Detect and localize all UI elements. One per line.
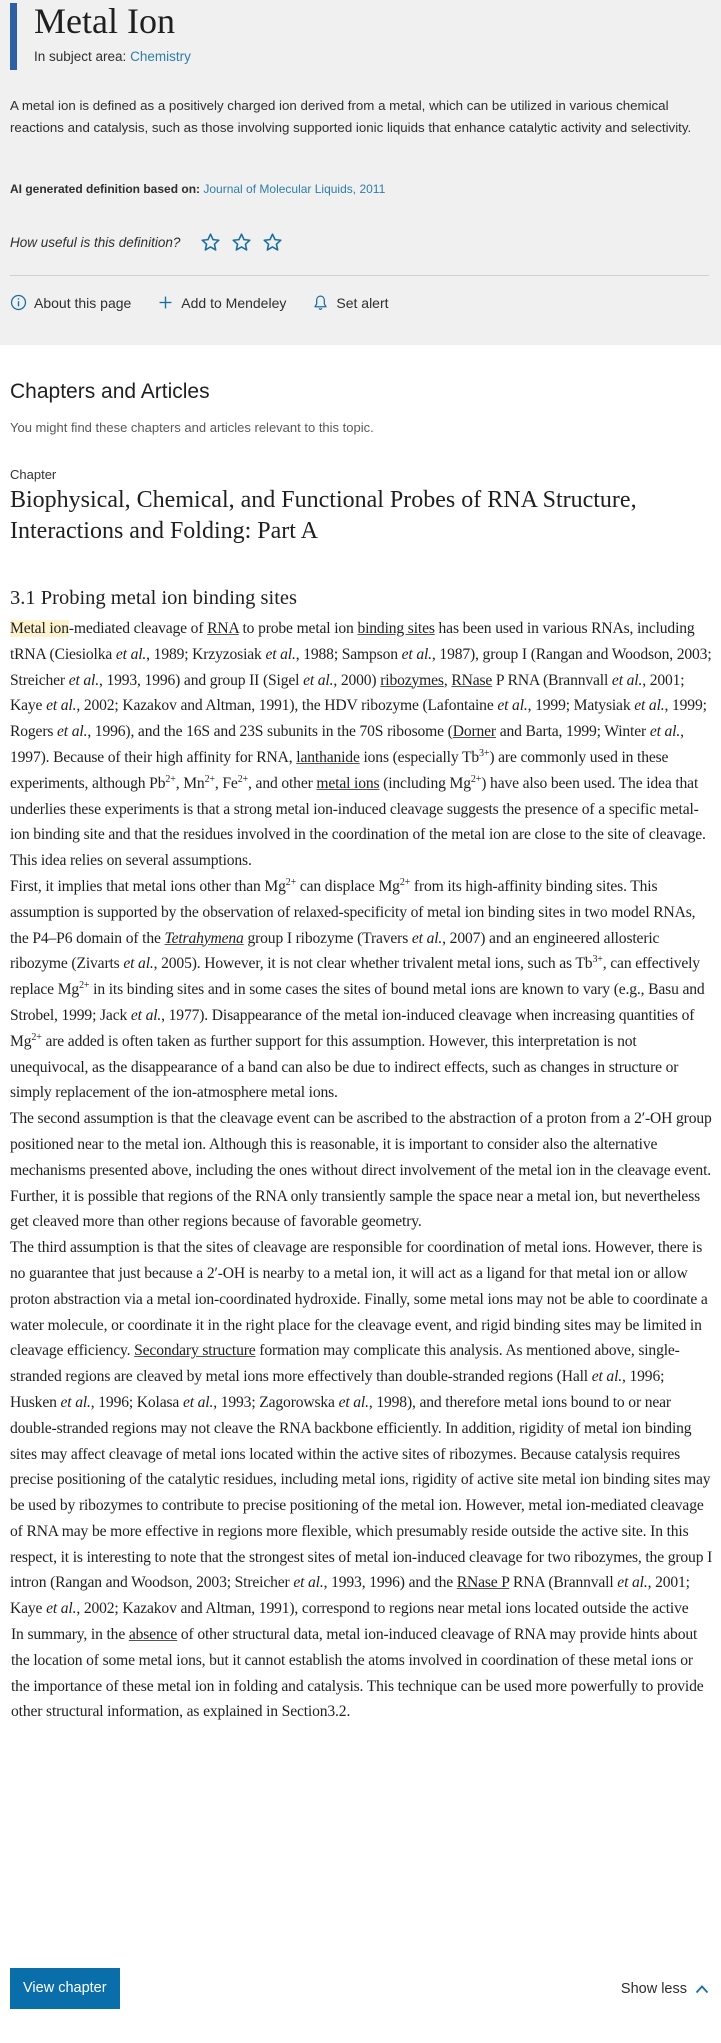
chevron-up-icon	[695, 1984, 709, 1994]
bell-icon	[312, 294, 329, 311]
text-run: , 1993, 1996) and group II (Sigel	[98, 671, 304, 689]
superscript: 2+	[204, 773, 215, 785]
term-link-tetrahymena[interactable]	[165, 930, 244, 947]
text-run: ions (especially Tb	[359, 748, 480, 766]
term-link-secondary-structure[interactable]: Secondary structure	[134, 1342, 256, 1360]
text-run: , can effectively replace Mg	[10, 955, 700, 999]
et-al: et al.	[293, 1574, 324, 1592]
text-run: , Mn	[175, 774, 205, 792]
chapters-heading: Chapters and Articles	[10, 380, 210, 403]
chapter-footer	[10, 1968, 711, 2009]
text-run: , Fe	[214, 774, 238, 792]
text-run: , 1977). Disappearance of the metal ion-induced cleavage when increasing quantities of Mg	[10, 1006, 695, 1050]
text-run: , 2001; Kaye	[10, 671, 685, 715]
ai-source-label: AI generated definition based on:	[10, 182, 201, 196]
star-icon[interactable]	[231, 232, 252, 253]
text-run: , 1993; Zagorowska	[213, 1393, 339, 1411]
text-run: , 2002; Kazakov and Altman, 1991), correspond to regions near metal ions located outside the active	[76, 1600, 689, 1618]
et-al: et al.	[46, 697, 77, 715]
et-al: et al.	[611, 671, 643, 689]
superscript: 2+	[285, 876, 297, 888]
et-al: et al.	[401, 645, 432, 663]
et-al: et al.	[60, 1393, 91, 1411]
show-less-label: Show less	[620, 1980, 687, 1997]
about-page-button[interactable]	[10, 294, 131, 311]
subject-link[interactable]: Chemistry	[130, 49, 191, 64]
text-run: P RNA (Brannvall	[492, 671, 612, 689]
text-run: and Barta, 1999; Winter	[495, 723, 650, 741]
topic-actions	[10, 294, 389, 311]
term-link-lanthanide[interactable]: lanthanide	[296, 748, 360, 766]
excerpt-paragraph: The second assumption is that the cleavage event can be ascribed to the abstraction of a proton from a 2′-OH group positioned near to the metal ion. Although this is reasonable, it is important to consider also the alternative mechanisms presented above, including the ones without direct involvement of the metal ion in the cleavage event. Further, it is possible that regions of the RNA only transiently sample the space near a metal ion, but nevertheless get cleaved more than other regions because of favorable geometry.	[10, 1110, 712, 1231]
term-link-rna[interactable]: RNA	[207, 620, 239, 637]
et-al: et al.	[303, 671, 334, 689]
et-al: et al.	[130, 1006, 162, 1024]
et-al: et al.	[617, 1574, 648, 1592]
text-run: In summary, in the	[11, 1626, 129, 1644]
text-run: of other structural data, metal ion-induced cleavage of RNA may provide hints about the location of some metal ions, but it cannot establish the atoms involved in coordination of these metal ions or the importance of these metal ion in folding and catalysis. This technique can be used more powerfully to provide other structural information, as explained in Section3.2.	[11, 1626, 704, 1721]
et-al: et al.	[57, 723, 88, 741]
text-run: , 1998), and therefore metal ions bound to or near double-stranded regions may not cleave the RNA backbone efficiently. In addition, rigidity of metal ion binding sites may affect cleavage of metal ions located within the active sites of ribozymes. Because catalysis requires precise positioning of the catalytic residues, including metal ions, rigidity of active site metal ion binding sites may be used by ribozymes to contribute to precise positioning of the metal ion. However, metal ion-mediated cleavage of RNA may be more effective in regions more flexible, which presumably reside outside the active site. In this respect, it is interesting to note that the strongest sites of metal ion-induced cleavage for two ribozymes, the group I intron (Rangan and Woodson, 2003; Streicher	[10, 1393, 713, 1592]
plus-icon	[157, 294, 174, 311]
excerpt-paragraph	[10, 1622, 713, 1725]
term-italic: Tetrahymena	[164, 929, 244, 947]
text-run: (including Mg	[379, 774, 471, 792]
text-run: formation may complicate this analysis. As mentioned above, single-stranded regions are cleaved by metal ions more effectively than double-stranded regions (Hall	[10, 1342, 680, 1386]
text-run: , 2005). However, it is not clear whether trivalent metal ions, such as Tb	[153, 955, 593, 973]
text-run: , 1997). Because of their high affinity for RNA,	[10, 723, 684, 766]
info-icon	[10, 294, 27, 311]
et-al: et al.	[265, 645, 296, 663]
text-run: can displace Mg	[296, 877, 400, 895]
divider	[10, 275, 709, 276]
chapter-type-label: Chapter	[10, 467, 57, 482]
title-block	[10, 3, 191, 70]
text-run: RNA (Brannvall	[509, 1574, 618, 1592]
text-run: ) have also been used. The idea that underlies these experiments is that a strong metal ion-induced cleavage suggests the presence of a specific metal-ion binding site and that the residues involved in the coordination of the metal ion are close to the site of cleavage. This idea relies on several assumptions.	[10, 774, 706, 870]
text-run: , and other	[248, 774, 317, 792]
text-run: , 1999; Rogers	[10, 697, 707, 741]
term-link-metal-ions[interactable]: metal ions	[316, 774, 380, 792]
ai-source	[10, 182, 385, 196]
text-run: has been used in various RNAs, including tRNA (Ciesiolka	[10, 620, 695, 663]
et-al: et al.	[68, 671, 99, 689]
et-al: et al.	[497, 697, 528, 715]
superscript: 2+	[237, 773, 249, 785]
about-page-label: About this page	[34, 294, 132, 311]
star-icon[interactable]	[200, 232, 221, 253]
superscript: 2+	[79, 979, 90, 991]
text-run: , 1999; Matysiak	[527, 697, 635, 715]
text-run: First, it implies that metal ions other than Mg	[10, 877, 286, 895]
et-al: et al.	[46, 1600, 77, 1618]
chapters-subheading: You might find these chapters and articles relevant to this topic.	[10, 420, 374, 435]
text-run: , 2000)	[333, 671, 381, 689]
text-run: , 1996), and the 16S and 23S subunits in the 70S ribosome (	[87, 723, 453, 741]
term-link-rnase-p[interactable]: RNase P	[456, 1574, 510, 1592]
text-run: , 2001; Kaye	[10, 1574, 690, 1618]
text-run: ) are commonly used in these experiments, although Pb	[10, 748, 669, 792]
show-less-toggle[interactable]	[621, 1981, 709, 1997]
term-link-dorner[interactable]: Dorner	[452, 723, 496, 741]
chapter-section-heading: 3.1 Probing metal ion binding sites	[10, 587, 297, 609]
et-al: et al.	[591, 1368, 622, 1386]
text-run: ,	[443, 671, 452, 689]
superscript: 2+	[31, 1031, 42, 1043]
superscript: 2+	[399, 876, 411, 888]
excerpt-paragraph	[10, 874, 713, 1106]
text-run: , 1996; Husken	[10, 1368, 665, 1411]
superscript: 3+	[479, 747, 490, 759]
et-al: et al.	[338, 1393, 369, 1411]
et-al: et al.	[123, 955, 154, 973]
rating-stars	[200, 232, 283, 253]
highlighted-term: Metal ion	[10, 620, 69, 637]
text-run: group I ribozyme (Travers	[243, 929, 412, 947]
subject-label: In subject area:	[34, 49, 127, 64]
text-run: The third assumption is that the sites of cleavage are responsible for coordination of metal ions. However, there is no guarantee that just because a 2′-OH is nearby to a metal ion, it will act as a ligand for that metal ion or allow proton abstraction via a metal ion-coordinated hydroxide. Finally, some metal ions may not be able to coordinate a water molecule, or coordinate it in the right place for the cleavage event, and rigid binding sites may be limited in cleavage efficiency.	[10, 1239, 708, 1360]
star-icon[interactable]	[262, 232, 283, 253]
text-run: in its binding sites and in some cases the sites of bound metal ions are known to vary (e.g., Basu and Strobel, 1999; Jack	[10, 981, 705, 1024]
text-run: , 2007) and an engineered allosteric ribozyme (Zivarts	[10, 929, 660, 973]
add-to-mendeley-label: Add to Mendeley	[181, 294, 287, 311]
add-to-mendeley-button[interactable]	[157, 294, 286, 311]
text-run: are added is often taken as further support for this assumption. However, this interpretation is not unequivocal, as the disappearance of a band can also be due to indirect effects, such as changes in structure or simply replacement of the ion-atmosphere metal ions.	[10, 1032, 679, 1102]
definition-text: A metal ion is defined as a positively charged ion derived from a metal, which can be utilized in various chemical reactions and catalysis, such as those involving supported ionic liquids that enhance catalytic activity and selectivity.	[10, 98, 692, 135]
term-link-binding-sites[interactable]: binding sites	[357, 620, 435, 637]
topic-header	[0, 0, 721, 345]
text-run: , 1993, 1996) and the	[323, 1574, 457, 1592]
excerpt-paragraph	[10, 616, 713, 874]
et-al: et al.	[115, 645, 147, 663]
view-chapter-button[interactable]: View chapter	[10, 1968, 120, 2009]
text-run: , 1989; Krzyzosiak	[146, 645, 266, 663]
term-link-absence[interactable]: absence	[128, 1626, 178, 1644]
page-title: Metal Ion	[34, 1, 175, 41]
chapter-title-link[interactable]: Biophysical, Chemical, and Functional Probes of RNA Structure, Interactions and Folding: Part A	[10, 487, 637, 544]
superscript: 3+	[592, 954, 603, 966]
text-run: , 1987), group I (Rangan and Woodson, 2003; Streicher	[10, 645, 712, 689]
et-al: et al.	[182, 1393, 214, 1411]
term-link-rnase[interactable]: RNase	[451, 671, 493, 689]
text-run: , 1996; Kolasa	[90, 1393, 183, 1411]
text-run: from its high-affinity binding sites. This assumption is supported by the observation of relaxed-specificity of metal ion binding sites in two model RNAs, the P4–P6 domain of the	[10, 877, 696, 947]
chapter-excerpt	[10, 616, 713, 1725]
et-al: et al.	[411, 929, 443, 947]
set-alert-label: Set alert	[336, 294, 389, 311]
subject-area	[34, 49, 191, 64]
text-run: to probe metal ion	[238, 620, 358, 637]
superscript: 2+	[165, 773, 176, 785]
term-link-ribozymes[interactable]: ribozymes	[380, 671, 444, 689]
rating-question: How useful is this definition?	[10, 235, 181, 250]
text-run: , 2002; Kazakov and Altman, 1991), the HDV ribozyme (Lafontaine	[76, 697, 498, 715]
text-run: , 1988; Sampson	[295, 645, 402, 663]
set-alert-button[interactable]	[312, 294, 388, 311]
ai-source-link[interactable]: Journal of Molecular Liquids, 2011	[203, 182, 386, 196]
excerpt-paragraph	[10, 1235, 713, 1622]
et-al: et al.	[634, 697, 665, 715]
superscript: 2+	[470, 773, 482, 785]
text-run: -mediated cleavage of	[68, 620, 208, 637]
et-al: et al.	[649, 723, 681, 741]
rating-row	[10, 232, 283, 253]
